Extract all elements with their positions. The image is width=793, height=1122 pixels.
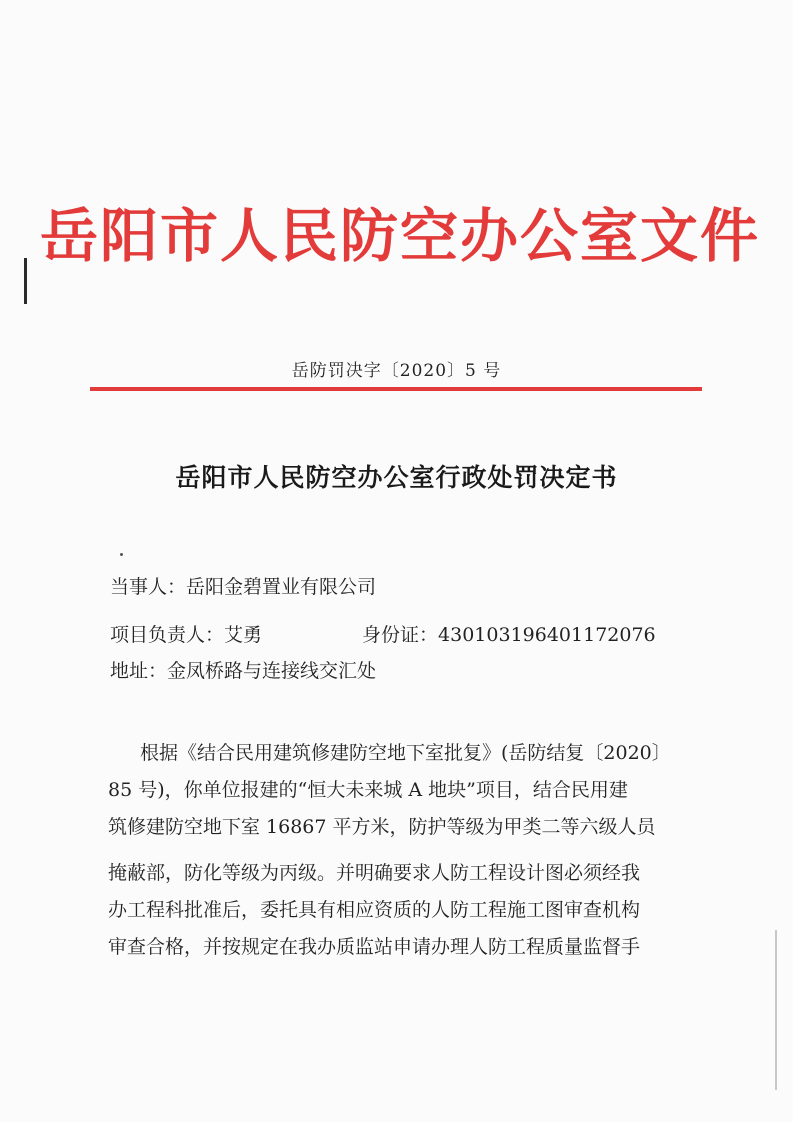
manager-name: 艾勇 — [224, 624, 263, 646]
scan-binding-mark — [24, 258, 27, 304]
issuer-red-header: 岳阳市人民防空办公室文件 — [40, 202, 761, 270]
body-line: 85 号)，你单位报建的“恒大未来城 A 地块”项目，结合民用建 — [108, 779, 628, 801]
body-line: 审查合格，并按规定在我办质监站申请办理人防工程质量监督手 — [108, 936, 641, 958]
id-number: 430103196401172076 — [438, 624, 656, 646]
party-name: 岳阳金碧置业有限公司 — [186, 576, 377, 598]
body-line: 办工程科批准后，委托具有相应资质的人防工程施工图审查机构 — [108, 899, 641, 921]
manager-line — [110, 620, 656, 647]
document-number: 岳防罚决字〔2020〕5 号 — [291, 361, 502, 381]
body-line: 根据《结合民用建筑修建防空地下室批复》(岳防结复〔2020〕 — [140, 742, 671, 764]
scan-edge-mark — [775, 930, 777, 1090]
body-line: 掩蔽部，防化等级为丙级。并明确要求人防工程设计图必须经我 — [108, 862, 641, 884]
id-label: 身份证： — [362, 624, 439, 646]
party-label: 当事人： — [110, 576, 187, 598]
address-label: 地址： — [110, 660, 168, 682]
red-separator-rule — [90, 387, 702, 391]
address-value: 金凤桥路与连接线交汇处 — [167, 660, 377, 682]
scan-speck — [120, 553, 123, 556]
manager-label: 项目负责人： — [110, 624, 225, 646]
address-line — [110, 656, 376, 683]
party-line — [110, 572, 376, 599]
body-line: 筑修建防空地下室 16867 平方米，防护等级为甲类二等六级人员 — [108, 816, 656, 838]
document-title: 岳阳市人民防空办公室行政处罚决定书 — [175, 463, 618, 492]
